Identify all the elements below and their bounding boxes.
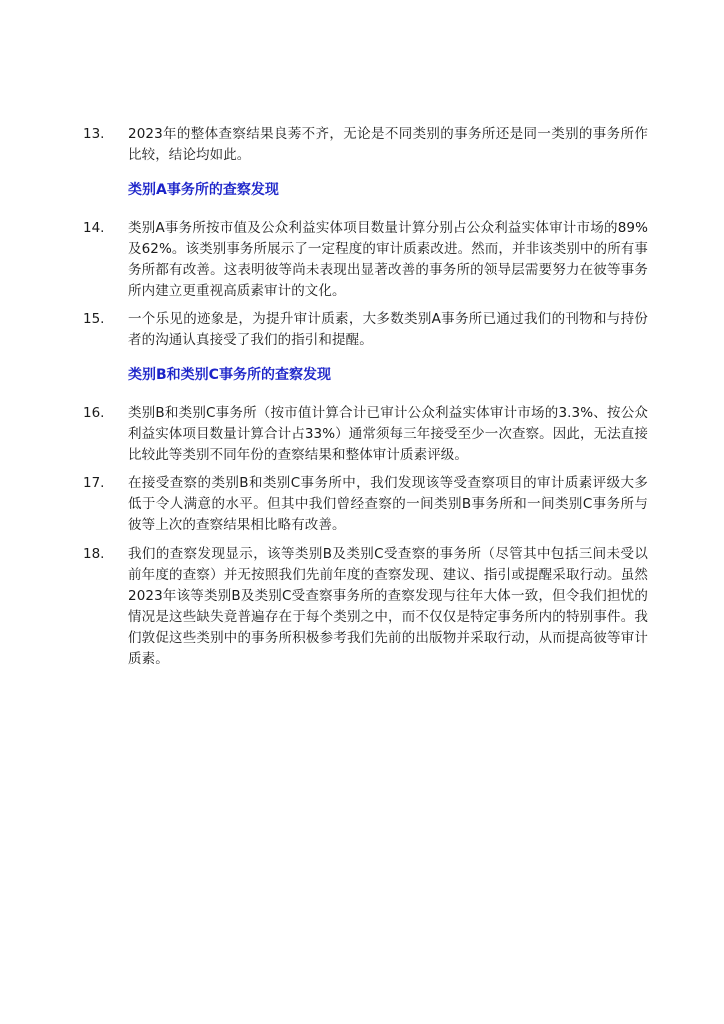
paragraph-number: 18. xyxy=(83,546,105,562)
paragraph-number: 17. xyxy=(83,475,105,491)
paragraph-text: 一个乐见的迹象是，为提升审计质素，大多数类别A事务所已通过我们的刊物和与持份者的沟通认真接受了我们的指引和提醒。 xyxy=(128,311,648,348)
section-heading-category-a: 类别A事务所的查察发现 xyxy=(128,182,279,198)
paragraph-text: 2023年的整体查察结果良莠不齐，无论是不同类别的事务所还是同一类别的事务所作比较，结论均如此。 xyxy=(128,126,648,163)
paragraph-text: 在接受查察的类别B和类别C事务所中，我们发现该等受查察项目的审计质素评级大多低于令人满意的水平。但其中我们曾经查察的一间类别B事务所和一间类别C事务所与彼等上次的查察结果相比略有改善。 xyxy=(128,475,648,533)
paragraph-number: 15. xyxy=(83,311,105,327)
paragraph-number: 13. xyxy=(83,126,105,142)
paragraph-number: 16. xyxy=(83,405,105,421)
section-heading-category-bc: 类别B和类别C事务所的查察发现 xyxy=(128,367,331,383)
paragraph-number: 14. xyxy=(83,220,105,236)
paragraph-text: 类别B和类别C事务所（按市值计算合计已审计公众利益实体审计市场的3.3%、按公众利益实体项目数量计算合计占33%）通常须每三年接受至少一次查察。因此，无法直接比较此等类别不同年份的查察结果和整体审计质素评级。 xyxy=(128,405,648,463)
paragraph-text: 类别A事务所按市值及公众利益实体项目数量计算分别占公众利益实体审计市场的89%及62%。该类别事务所展示了一定程度的审计质素改进。然而，并非该类别中的所有事务所都有改善。这表明彼等尚未表现出显著改善的事务所的领导层需要努力在彼等事务所内建立更重视高质素审计的文化。 xyxy=(128,220,648,299)
paragraph-text: 我们的查察发现显示，该等类别B及类别C受查察的事务所（尽管其中包括三间未受以前年度的查察）并无按照我们先前年度的查察发现、建议、指引或提醒采取行动。虽然2023年该等类别B及类别C受查察事务所的查察发现与往年大体一致，但令我们担忧的情况是这些缺失竟普遍存在于每个类别之中，而不仅仅是特定事务所内的特别事件。我们敦促这些类别中的事务所积极参考我们先前的出版物并采取行动，从而提高彼等审计质素。 xyxy=(128,546,648,667)
